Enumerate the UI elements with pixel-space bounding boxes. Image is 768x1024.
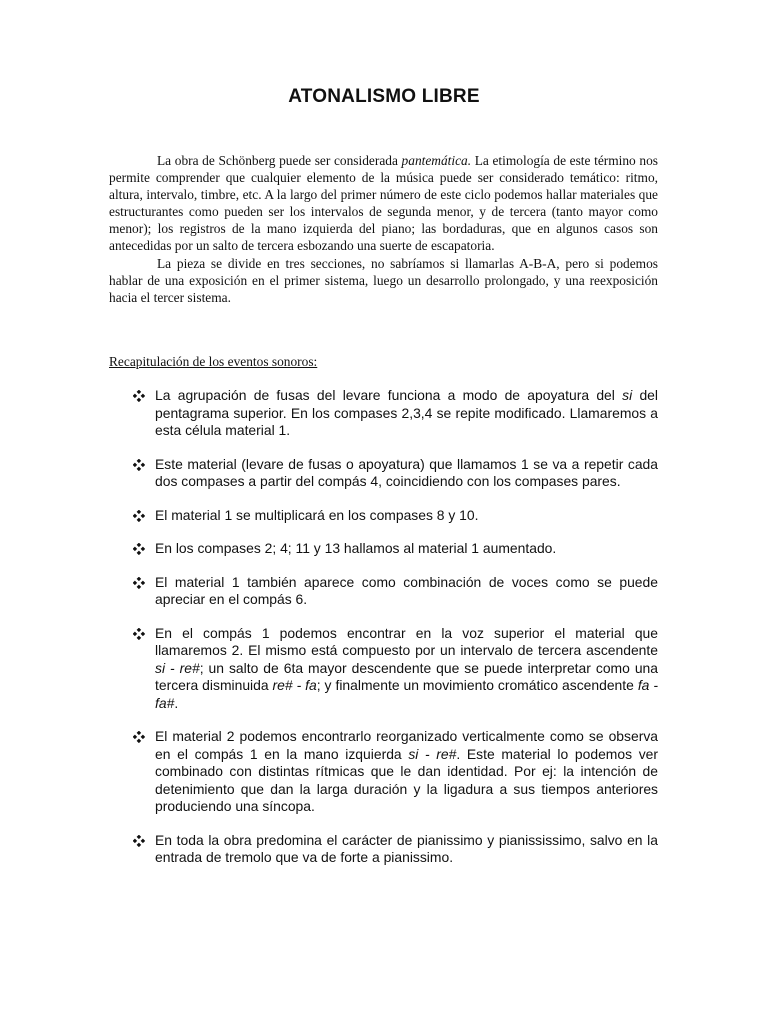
- intro-paragraph-2: La pieza se divide en tres secciones, no sabríamos si llamarlas A-B-A, pero si podemos hablar de una exposición en el primer sistema, luego un desarrollo prolongado, y una reexposición hacia el tercer sistema.: [109, 255, 658, 305]
- bullet-1-text-a: La agrupación de fusas del levare funciona a modo de apoyatura del: [155, 387, 623, 403]
- bullet-7-text-a: El material 2 podemos encontrarlo reorganizado verticalmente como se observa en el compás 1 en la mano izquierda: [155, 728, 658, 762]
- intro-p1-term-pantematica: pantemática.: [401, 153, 472, 168]
- list-item: [133, 387, 658, 440]
- bullet-text: [155, 728, 658, 816]
- list-item: [133, 540, 658, 558]
- bullet-text: En toda la obra predomina el carácter de pianissimo y pianississimo, salvo en la entrada de tremolo que va de forte a pianissimo.: [155, 831, 658, 865]
- diamond-cluster-icon: [133, 543, 145, 555]
- bullet-text: El material 1 también aparece como combinación de voces como se puede apreciar en el compás 6.: [155, 573, 658, 607]
- diamond-cluster-icon: [133, 628, 145, 640]
- intro-p1-text-c: La etimología de este término nos permite comprender que cualquier elemento de la música puede ser considerado temático: ritmo, altura, intervalo, timbre, etc. A la largo del primer número de este ciclo podemos hallar materiales que estructurantes como pueden ser los intervalos de segunda menor, y de tercera (tanto mayor como menor); los registros de la mano izquierda del piano; las bordaduras, que en algunos casos son antecedidas por un salto de tercera esbozando una suerte de escapatoria.: [109, 153, 658, 254]
- bullet-text: En los compases 2; 4; 11 y 13 hallamos al material 1 aumentado.: [155, 540, 557, 556]
- list-item: [133, 507, 658, 525]
- bullet-1-text-c: del pentagrama superior. En los compases 2,3,4 se repite modificado. Llamaremos a esta célula material 1.: [155, 387, 658, 438]
- bullet-7-text-c: . Este material lo podemos ver combinado con distintas rítmicas que le dan identidad. Por ej: la intención de detenimiento que dan la larga duración y la ligadura a sus tiempos anteriores produciendo una síncopa.: [155, 745, 658, 814]
- bullet-text: [155, 387, 658, 440]
- bullet-text: Este material (levare de fusas o apoyatura) que llamamos 1 se va a repetir cada dos compases a partir del compás 4, coincidiendo con los compases pares.: [155, 455, 658, 489]
- bullet-text: El material 1 se multiplicará en los compases 8 y 10.: [155, 506, 479, 523]
- list-item: [133, 456, 658, 491]
- section-heading: Recapitulación de los eventos sonoros:: [109, 354, 318, 369]
- diamond-cluster-icon: [133, 577, 145, 589]
- bullet-6-interval-fa-fa: fa - fa#: [155, 677, 658, 711]
- diamond-cluster-icon: [133, 731, 145, 743]
- bullet-6-text-c: ; un salto de 6ta mayor descendente que se puede interpretar como una tercera disminuida: [155, 659, 658, 693]
- bullet-text: [155, 625, 658, 713]
- diamond-cluster-icon: [133, 510, 145, 522]
- diamond-cluster-icon: [133, 390, 145, 402]
- intro-p1-text-a: La obra de Schönberg puede ser considerada: [157, 153, 402, 168]
- list-item: [133, 832, 658, 867]
- list-item: [133, 625, 658, 713]
- bullet-6-text-g: .: [174, 694, 179, 711]
- document-title: ATONALISMO LIBRE: [288, 86, 480, 107]
- list-item: [133, 574, 658, 609]
- list-item: [133, 728, 658, 816]
- intro-text: [109, 152, 658, 306]
- intro-paragraph-1: [109, 152, 658, 255]
- bullet-6-text-a: En el compás 1 podemos encontrar en la voz superior el material que llamaremos 2. El mismo está compuesto por un intervalo de tercera ascendente: [155, 624, 658, 658]
- bullet-1-note-si: si: [622, 387, 633, 403]
- bullet-6-interval-re-fa: re# - fa: [272, 677, 317, 693]
- bullet-6-interval-si-re: si - re#: [155, 659, 200, 676]
- bullet-list: [133, 387, 658, 867]
- diamond-cluster-icon: [133, 459, 145, 471]
- bullet-6-text-e: ; y finalmente un movimiento cromático ascendente: [316, 677, 638, 693]
- bullet-7-interval-si-re: si - re#: [408, 745, 457, 762]
- diamond-cluster-icon: [133, 835, 145, 847]
